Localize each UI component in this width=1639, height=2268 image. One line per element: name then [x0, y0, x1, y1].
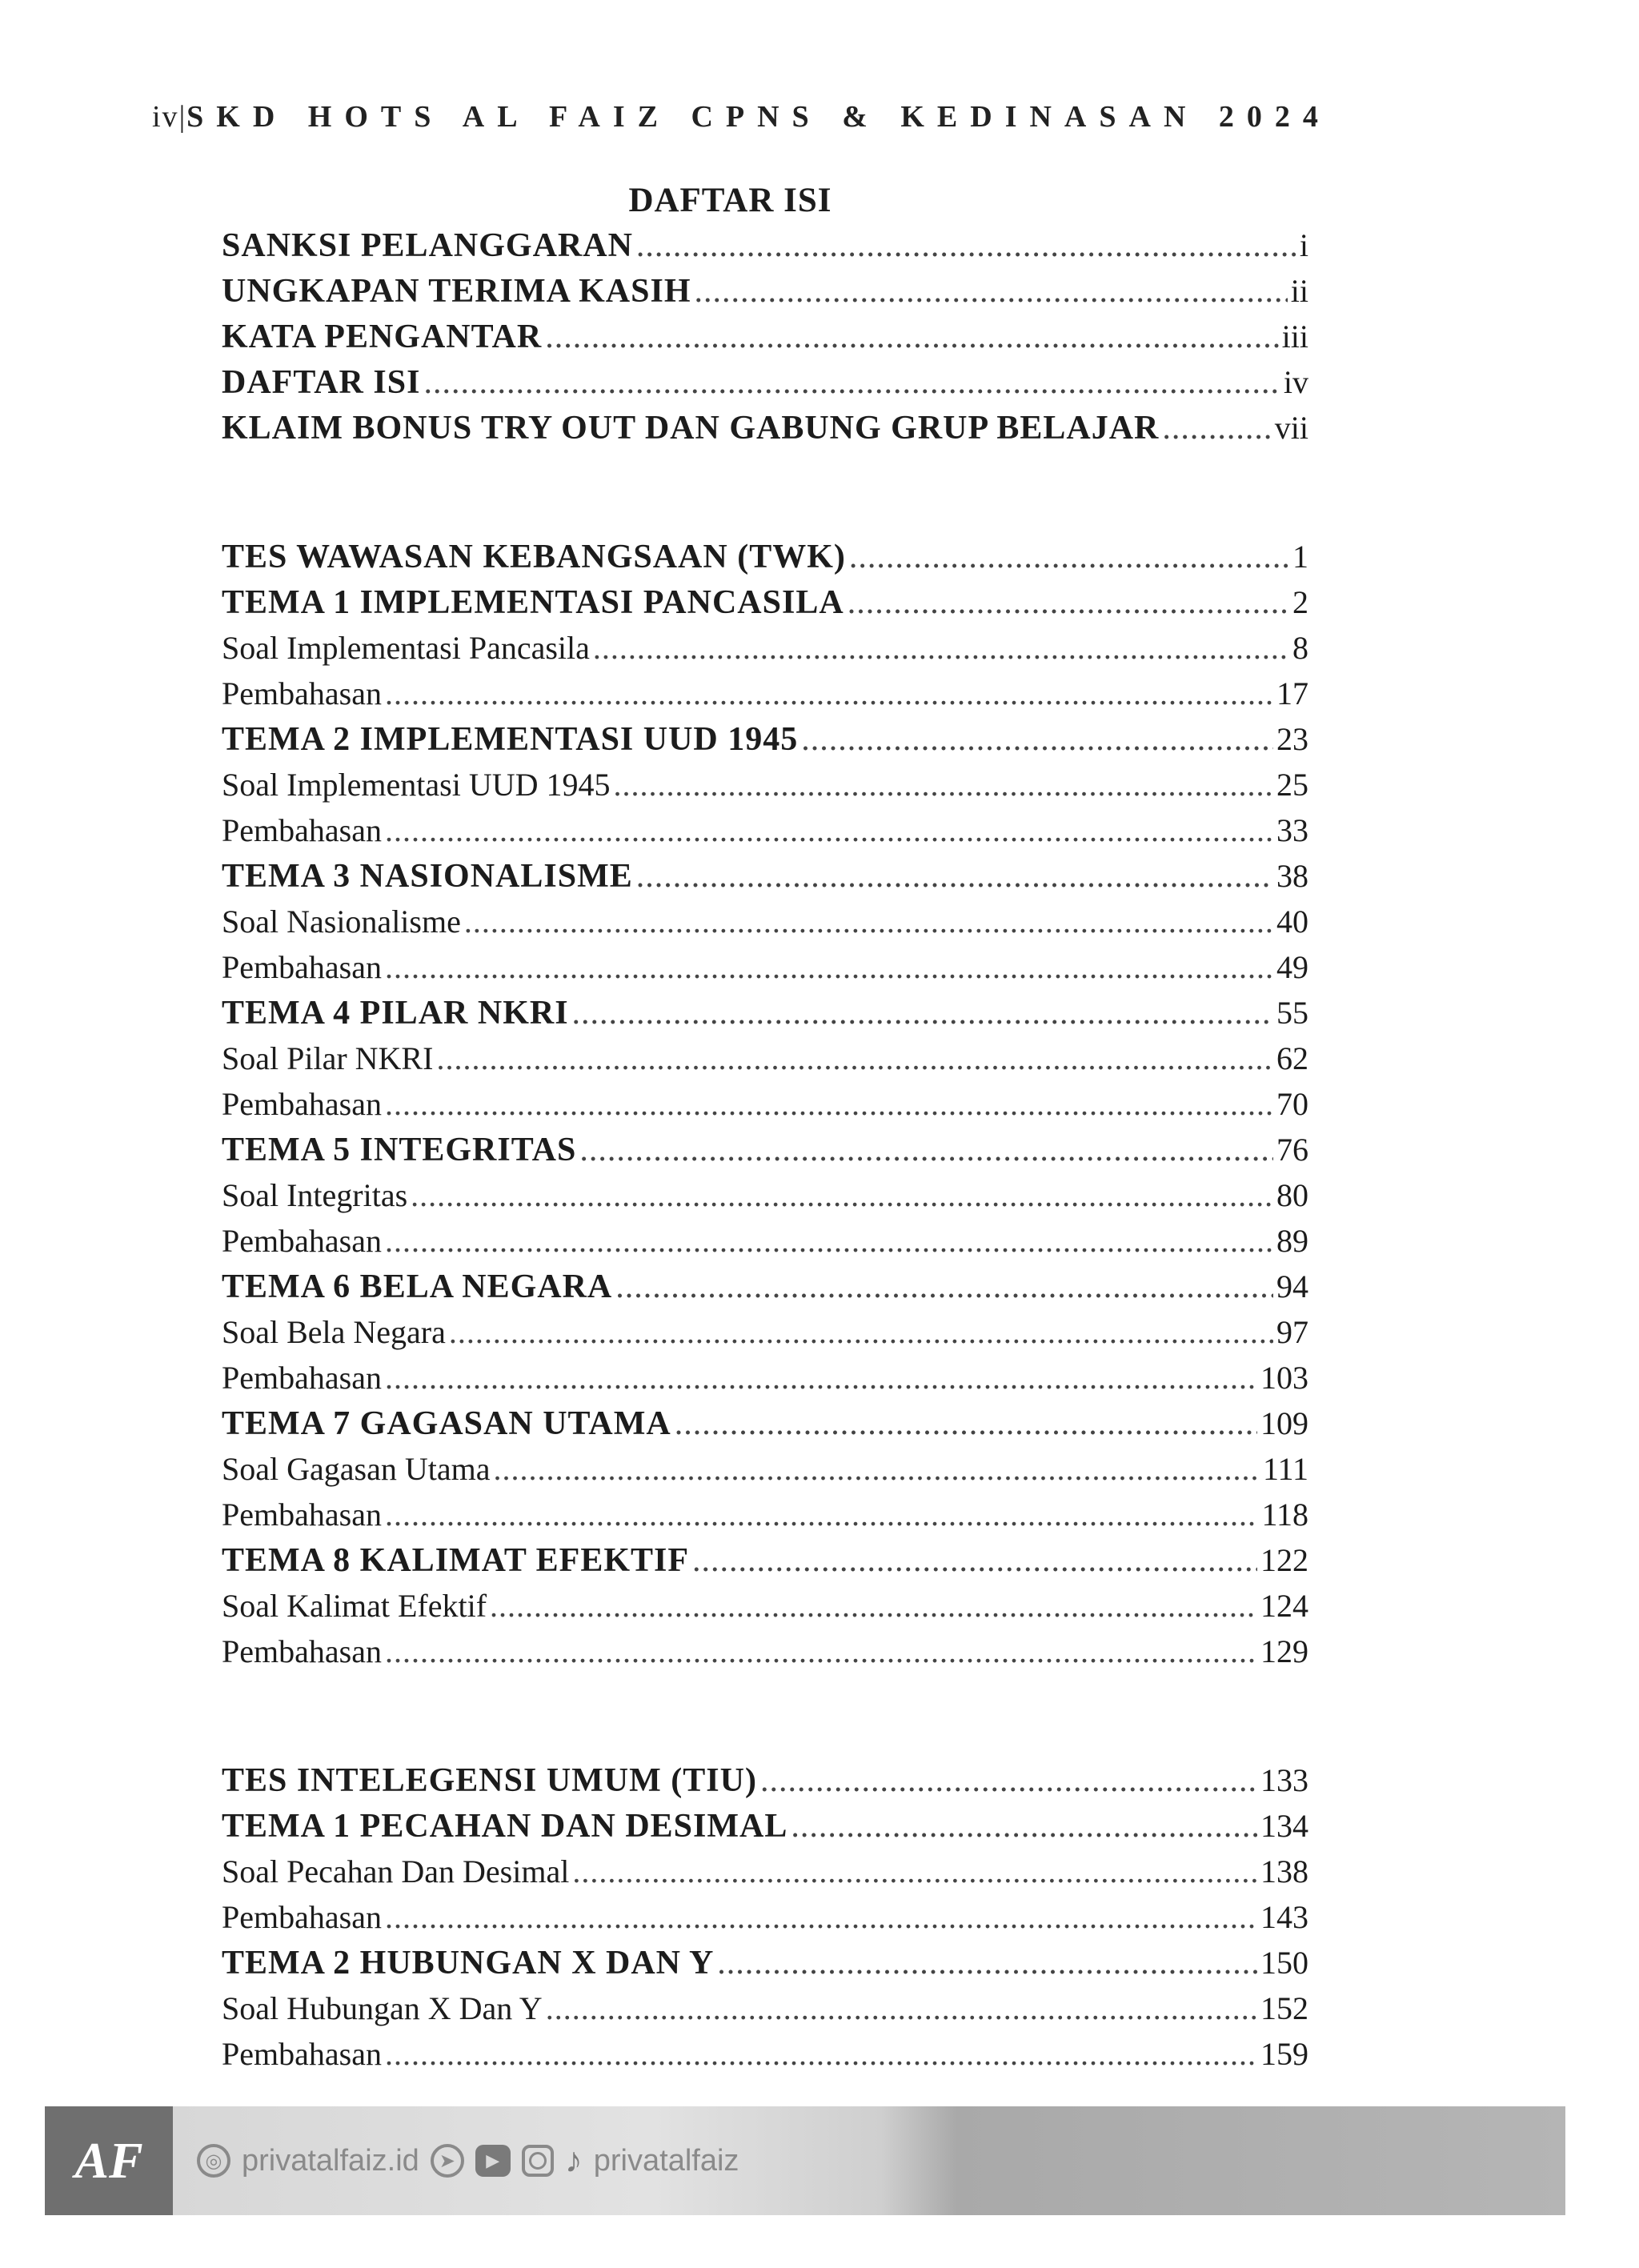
toc-title: DAFTAR ISI	[628, 182, 832, 219]
toc-entry-page: 159	[1260, 2036, 1308, 2072]
dot-leader	[385, 671, 1273, 716]
dot-leader	[572, 991, 1273, 1036]
toc-entry	[222, 1081, 1308, 1127]
toc-entry	[222, 1446, 1308, 1492]
header-book-title: SKD HOTS AL FAIZ CPNS & KEDINASAN 2024	[186, 100, 1331, 134]
dot-leader	[385, 1218, 1273, 1264]
toc-entry-page: 152	[1260, 1990, 1308, 2026]
toc-entry	[222, 1218, 1308, 1264]
toc-entry	[222, 716, 1308, 762]
dot-leader	[385, 1355, 1257, 1400]
dot-leader	[760, 1758, 1257, 1804]
dot-leader	[385, 944, 1273, 990]
toc-entry-page: 89	[1276, 1223, 1308, 1259]
toc-entry-page: 111	[1262, 1451, 1308, 1487]
toc-entry	[222, 990, 1308, 1036]
toc-entry	[222, 853, 1308, 899]
toc-entry-label: Pembahasan	[222, 1497, 382, 1533]
toc-entry-page: 33	[1276, 812, 1308, 848]
toc-entry-page: 76	[1276, 1132, 1308, 1168]
dot-leader	[436, 1036, 1273, 1081]
toc-entry	[222, 1264, 1308, 1309]
toc-entry-label: Pembahasan	[222, 949, 382, 985]
toc-entry	[222, 1894, 1308, 1940]
dot-leader	[614, 762, 1274, 807]
toc-entry-label: Pembahasan	[222, 1633, 382, 1669]
dot-leader	[636, 854, 1273, 900]
toc-entry-label: Pembahasan	[222, 1223, 382, 1259]
toc-entry-label: TES INTELEGENSI UMUM (TIU)	[222, 1762, 757, 1799]
toc-entry	[222, 1492, 1308, 1537]
toc-entry	[222, 1537, 1308, 1583]
toc-entry-page: 118	[1261, 1497, 1308, 1533]
toc-entry-page: 129	[1260, 1633, 1308, 1669]
header-separator: |	[178, 100, 187, 134]
toc-entry-page: ii	[1290, 273, 1308, 309]
footer-social-handle: privatalfaiz	[593, 2143, 739, 2178]
toc-entry-label: SANKSI PELANGGARAN	[222, 227, 633, 264]
toc-entry-page: 103	[1260, 1360, 1308, 1396]
dot-leader	[615, 1264, 1273, 1310]
dot-leader	[385, 2031, 1257, 2077]
toc-entry-label: Soal Gagasan Utama	[222, 1451, 491, 1487]
toc-entry	[222, 314, 1308, 359]
dot-leader	[636, 223, 1296, 269]
brand-logo-text: AF	[74, 2132, 143, 2189]
toc-entry-page: 134	[1260, 1808, 1308, 1844]
toc-entry-label: Pembahasan	[222, 675, 382, 711]
toc-entry	[222, 1583, 1308, 1629]
instagram-icon	[522, 2145, 554, 2177]
toc-entry-label: TEMA 3 NASIONALISME	[222, 858, 633, 895]
brand-logo	[45, 2106, 173, 2215]
toc-entry	[222, 359, 1308, 405]
toc-entry	[222, 1355, 1308, 1400]
toc-entry-page: 150	[1260, 1945, 1308, 1981]
toc-entry-label: Pembahasan	[222, 1899, 382, 1935]
toc-entry	[222, 1757, 1308, 1803]
dot-leader	[849, 535, 1289, 580]
toc-entry-page: 40	[1276, 904, 1308, 940]
toc-entry-label: UNGKAPAN TERIMA KASIH	[222, 273, 691, 310]
toc-entry-label: Soal Integritas	[222, 1177, 408, 1213]
toc-entry-label: TEMA 6 BELA NEGARA	[222, 1268, 613, 1305]
telegram-icon: ➤	[431, 2144, 464, 2178]
toc-entry-page: 25	[1276, 767, 1308, 803]
dot-leader	[1162, 406, 1271, 451]
toc-entry-page: 55	[1276, 995, 1308, 1031]
toc-entry-page: 97	[1276, 1314, 1308, 1350]
toc-entry	[222, 222, 1308, 268]
toc-entry-label: TEMA 5 INTEGRITAS	[222, 1132, 577, 1168]
footer-banner	[45, 2106, 1565, 2215]
toc-entry-page: 17	[1276, 675, 1308, 711]
toc-entry	[222, 268, 1308, 314]
toc-entry-label: TEMA 1 PECAHAN DAN DESIMAL	[222, 1808, 788, 1845]
running-header	[152, 99, 1331, 134]
toc-entry	[222, 1309, 1308, 1355]
toc-entry	[222, 1849, 1308, 1894]
toc-entry	[222, 405, 1308, 451]
toc-entry-label: Soal Bela Negara	[222, 1314, 446, 1350]
toc-entry-page: 2	[1292, 584, 1308, 620]
dot-leader	[593, 625, 1289, 671]
dot-leader	[801, 717, 1273, 763]
toc-entry-label: Soal Nasionalisme	[222, 904, 461, 940]
toc-entry	[222, 1127, 1308, 1172]
toc-entry-label: TEMA 4 PILAR NKRI	[222, 995, 569, 1032]
toc-section-tiu	[222, 1757, 1308, 2077]
toc-entry	[222, 534, 1308, 579]
toc-entry	[222, 671, 1308, 716]
toc-entry-label: Soal Hubungan X Dan Y	[222, 1990, 543, 2026]
dot-leader	[423, 360, 1280, 406]
toc-entry	[222, 944, 1308, 990]
toc-entry-label: TEMA 1 IMPLEMENTASI PANCASILA	[222, 584, 844, 621]
dot-leader	[545, 315, 1278, 360]
toc-entry	[222, 807, 1308, 853]
toc-entry	[222, 1940, 1308, 1986]
toc-entry-label: Pembahasan	[222, 812, 382, 848]
dot-leader	[490, 1583, 1257, 1629]
toc-entry	[222, 899, 1308, 944]
toc-front-matter	[222, 222, 1308, 451]
toc-entry-page: i	[1299, 227, 1308, 263]
dot-leader	[385, 1894, 1257, 1940]
toc-section-twk	[222, 534, 1308, 1674]
toc-entry-page: 49	[1276, 949, 1308, 985]
dot-leader	[493, 1446, 1260, 1492]
toc-entry-label: TEMA 8 KALIMAT EFEKTIF	[222, 1542, 690, 1579]
toc-entry-page: 23	[1276, 721, 1308, 757]
dot-leader	[385, 1081, 1273, 1127]
toc-entry-page: 80	[1276, 1177, 1308, 1213]
toc-entry	[222, 1036, 1308, 1081]
toc-entry-label: Soal Pilar NKRI	[222, 1040, 434, 1076]
header-page-number: iv	[152, 100, 179, 134]
dot-leader	[464, 899, 1273, 944]
toc-entry	[222, 1986, 1308, 2031]
toc-entry-label: Soal Pecahan Dan Desimal	[222, 1853, 570, 1889]
globe-icon: ◎	[197, 2144, 230, 2178]
dot-leader	[546, 1986, 1257, 2031]
youtube-icon: ▶	[475, 2145, 511, 2177]
toc-entry-label: KLAIM BONUS TRY OUT DAN GABUNG GRUP BELAJAR	[222, 410, 1160, 447]
toc-entry	[222, 579, 1308, 625]
toc-entry-label: Pembahasan	[222, 1086, 382, 1122]
toc-entry-page: 94	[1276, 1268, 1308, 1304]
toc-entry-label: TEMA 7 GAGASAN UTAMA	[222, 1405, 671, 1442]
toc-entry-page: 38	[1276, 858, 1308, 894]
dot-leader	[692, 1538, 1257, 1584]
dot-leader	[675, 1401, 1257, 1447]
dot-leader	[449, 1309, 1273, 1355]
toc-entry	[222, 2031, 1308, 2077]
dot-leader	[848, 580, 1289, 626]
toc-entry-label: TES WAWASAN KEBANGSAAN (TWK)	[222, 539, 846, 575]
dot-leader	[411, 1172, 1273, 1218]
dot-leader	[579, 1128, 1273, 1173]
toc-entry-page: 133	[1260, 1762, 1308, 1798]
toc-entry-label: Soal Implementasi UUD 1945	[222, 767, 611, 803]
dot-leader	[695, 269, 1288, 315]
toc-entry-page: 70	[1276, 1086, 1308, 1122]
dot-leader	[572, 1849, 1257, 1894]
table-of-contents	[222, 222, 1308, 2077]
toc-entry-label: Pembahasan	[222, 2036, 382, 2072]
dot-leader	[385, 807, 1273, 853]
toc-entry-page: vii	[1274, 410, 1308, 446]
toc-entry	[222, 1400, 1308, 1446]
toc-entry	[222, 1803, 1308, 1849]
toc-entry-page: 138	[1260, 1853, 1308, 1889]
dot-leader	[385, 1492, 1259, 1537]
toc-entry-label: Pembahasan	[222, 1360, 382, 1396]
toc-entry-page: iv	[1283, 364, 1308, 400]
toc-entry-page: 109	[1260, 1405, 1308, 1441]
toc-entry-label: Soal Kalimat Efektif	[222, 1588, 487, 1624]
toc-entry-page: 122	[1260, 1542, 1308, 1578]
toc-entry	[222, 1172, 1308, 1218]
footer-contacts	[197, 2106, 739, 2215]
toc-entry	[222, 762, 1308, 807]
toc-entry-page: 62	[1276, 1040, 1308, 1076]
toc-entry-page: 1	[1292, 539, 1308, 575]
toc-entry	[222, 1629, 1308, 1674]
toc-entry-label: Soal Implementasi Pancasila	[222, 630, 590, 666]
dot-leader	[791, 1804, 1257, 1849]
tiktok-icon: ♪	[564, 2141, 583, 2180]
toc-entry-label: DAFTAR ISI	[222, 364, 421, 401]
dot-leader	[717, 1941, 1257, 1986]
toc-entry	[222, 625, 1308, 671]
toc-entry-label: TEMA 2 IMPLEMENTASI UUD 1945	[222, 721, 799, 758]
toc-entry-label: TEMA 2 HUBUNGAN X DAN Y	[222, 1945, 715, 1981]
footer-website: privatalfaiz.id	[242, 2143, 419, 2178]
dot-leader	[385, 1629, 1257, 1674]
toc-entry-label: KATA PENGANTAR	[222, 319, 543, 355]
toc-entry-page: 124	[1260, 1588, 1308, 1624]
toc-entry-page: 143	[1260, 1899, 1308, 1935]
toc-entry-page: 8	[1292, 630, 1308, 666]
toc-entry-page: iii	[1281, 319, 1308, 355]
